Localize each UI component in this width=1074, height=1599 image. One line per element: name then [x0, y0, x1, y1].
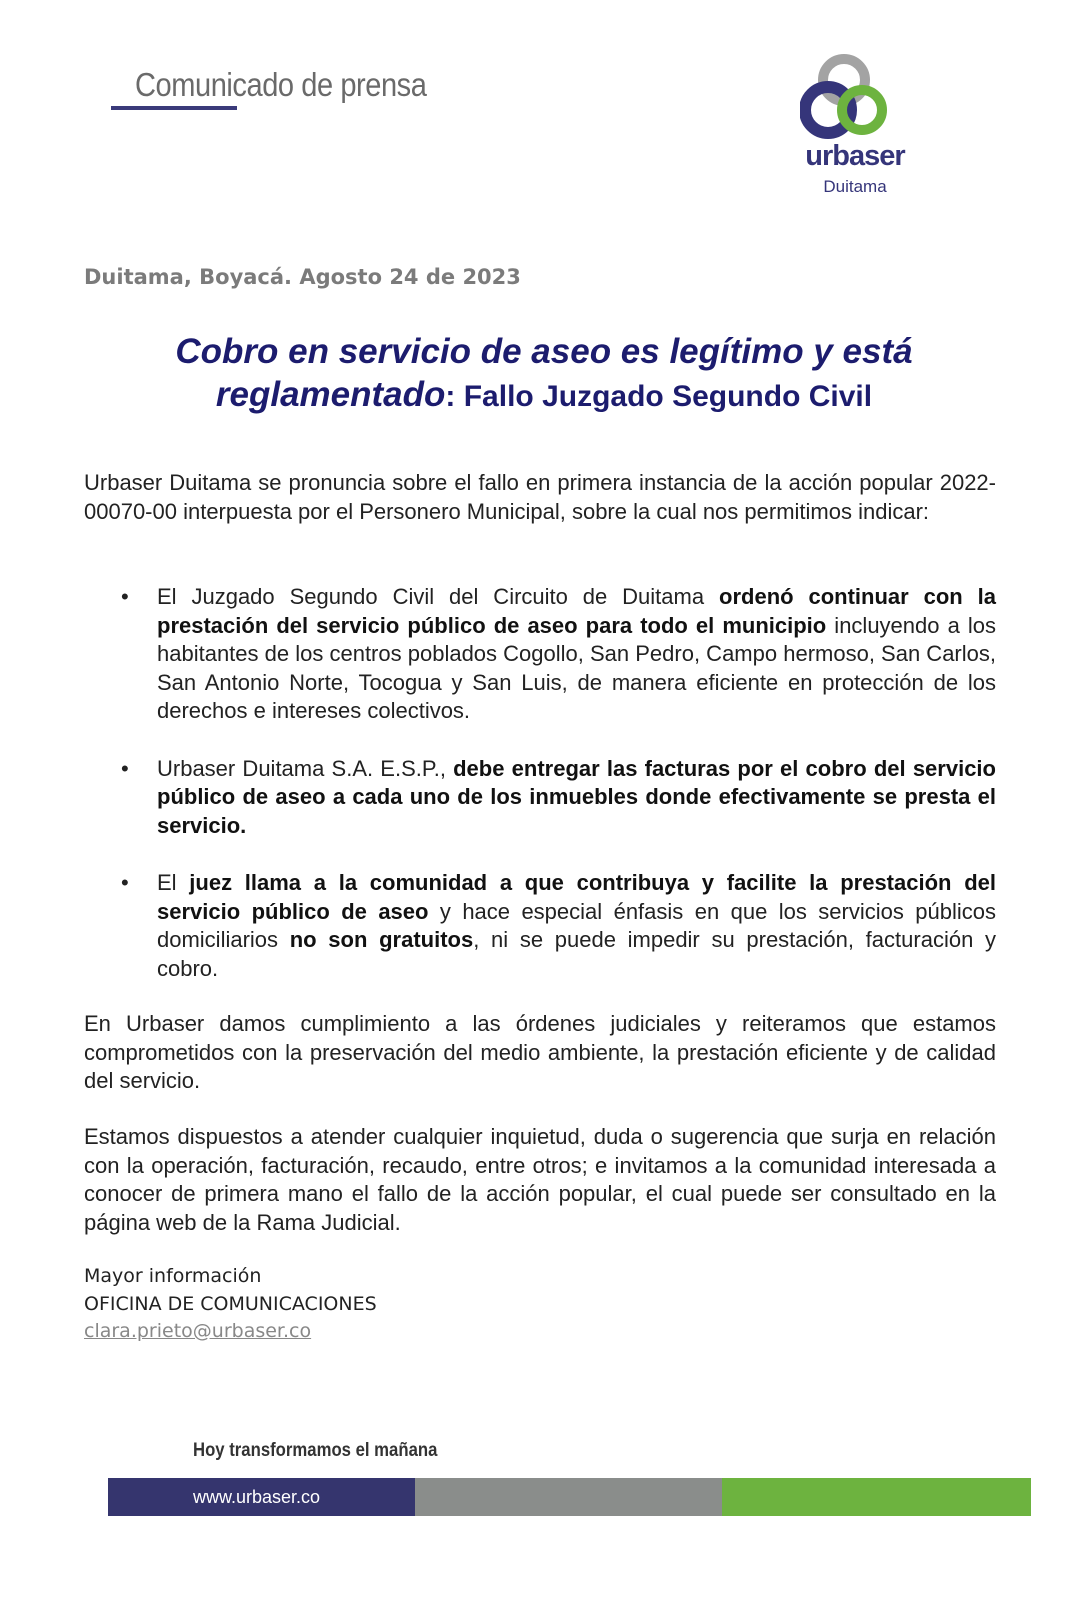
closing-paragraph-2: Estamos dispuestos a atender cualquier inquietud, duda o sugerencia que surja en relación con la operación, facturación, recaudo, entre otros; e invitamos a la comunidad interesada a conocer de primera mano el fallo de la acción popular, el cual puede ser consultado en la página web de la Rama Judicial.: [84, 1124, 996, 1235]
headline-line2-italic: reglamentado: [215, 375, 446, 414]
bullet-bold-text: juez llama a la comunidad a que contribuya y facilite la prestación del servicio público de aseo: [157, 870, 996, 924]
contact-label: Mayor información: [84, 1265, 262, 1287]
dateline: Duitama, Boyacá. Agosto 24 de 2023: [84, 265, 521, 289]
bullet-item: [84, 583, 996, 726]
bullet-icon: •: [121, 870, 129, 895]
bullet-item: [84, 755, 996, 841]
contact-office: OFICINA DE COMUNICACIONES: [84, 1292, 377, 1315]
intro-paragraph: Urbaser Duitama se pronuncia sobre el fallo en primera instancia de la acción popular 2022-00070-00 interpuesta por el Personero Municipal, sobre la cual nos permitimos indicar:: [84, 470, 996, 524]
bullet-icon: •: [121, 584, 129, 609]
bullet-text: El Juzgado Segundo Civil del Circuito de Duitama: [157, 584, 720, 609]
footer-website-link[interactable]: www.urbaser.co: [193, 1487, 321, 1507]
bullet-item: [84, 869, 996, 983]
document-header-title: Comunicado de prensa: [135, 66, 427, 103]
bullet-text: El: [157, 870, 190, 895]
bullet-bold-text: debe entregar las facturas por el cobro del servicio público de aseo a cada uno de los inmuebles donde efectivamente se presta el servicio.: [157, 755, 996, 838]
headline-line1: Cobro en servicio de aseo es legítimo y está: [175, 332, 913, 371]
bullet-bold-text: ordenó continuar con la prestación del servicio público de aseo para todo el municipio: [157, 584, 996, 638]
bullet-text: incluyendo a los habitantes de los centros poblados Cogollo, San Pedro, Campo hermoso, San Carlos, San Antonio Norte, Tocogua y San Luis, de manera eficiente en protección de los derechos e intereses colectivos.: [157, 612, 996, 723]
logo-subtitle: Duitama: [823, 177, 887, 196]
footer-bar-gray: [415, 1478, 722, 1516]
footer-bar-green: [722, 1478, 1031, 1516]
bullet-icon: •: [121, 755, 129, 781]
bullet-bold-text: no son gratuitos: [289, 927, 474, 952]
bullet-text: , ni se puede impedir su prestación, facturación y cobro.: [157, 927, 996, 981]
headline: [84, 330, 1004, 423]
bullet-list: [84, 583, 996, 1012]
logo-wordmark: urbaser: [805, 140, 905, 172]
footer-slogan: Hoy transformamos el mañana: [193, 1440, 438, 1461]
contact-email-link[interactable]: clara.prieto@urbaser.co: [84, 1320, 312, 1342]
contact-block: [84, 1263, 377, 1346]
bullet-text: y hace especial énfasis en que los servicios públicos domiciliarios: [157, 898, 996, 952]
bullet-text: Urbaser Duitama S.A. E.S.P.,: [157, 755, 454, 781]
headline-line2-rest: : Fallo Juzgado Segundo Civil: [445, 380, 873, 413]
header-underline: [111, 106, 237, 110]
closing-paragraph-1: En Urbaser damos cumplimiento a las órdenes judiciales y reiteramos que estamos comprometidos con la preservación del medio ambiente, la prestación eficiente y de calidad del servicio.: [84, 1011, 996, 1093]
